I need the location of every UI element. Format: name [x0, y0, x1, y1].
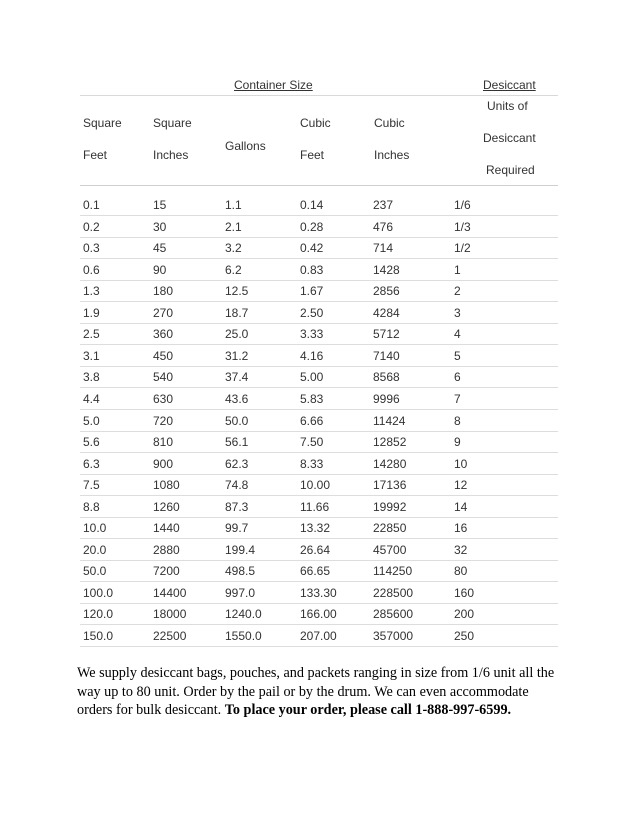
table-cell: 45700: [373, 542, 407, 557]
col-header-cubic-feet-line2: Feet: [300, 148, 325, 162]
table-row: [80, 431, 558, 453]
table-cell: 14280: [373, 456, 407, 471]
table-cell: 200: [454, 607, 475, 622]
table-cell: 87.3: [225, 499, 249, 514]
table-cell: 5712: [373, 327, 400, 342]
table-cell: 5.83: [300, 391, 324, 406]
table-cell: 10: [454, 456, 468, 471]
table-cell: 160: [454, 585, 475, 600]
desiccant-header: Desiccant: [483, 78, 536, 92]
table-cell: 150.0: [83, 629, 114, 643]
col-header-square-feet-line1: Square: [83, 116, 122, 130]
table-cell: 22850: [373, 521, 407, 536]
table-cell: 498.5: [225, 564, 256, 579]
table-cell: 270: [153, 305, 174, 320]
table-cell: 31.2: [225, 348, 249, 363]
table-row: [80, 259, 558, 281]
table-cell: 7.50: [300, 435, 324, 450]
table-row: [80, 625, 558, 647]
table-cell: 45: [153, 241, 167, 256]
table-cell: 1550.0: [225, 629, 262, 643]
table-cell: 1240.0: [225, 607, 262, 622]
table-cell: 1.1: [225, 198, 242, 212]
container-size-header: Container Size: [234, 78, 313, 92]
table-cell: 237: [373, 198, 394, 212]
table-cell: 720: [153, 413, 174, 428]
table-cell: 80: [454, 564, 468, 579]
table-cell: 900: [153, 456, 174, 471]
header-divider-top: [80, 95, 558, 96]
table-cell: 714: [373, 241, 394, 256]
table-cell: 99.7: [225, 521, 249, 536]
table-cell: 3.8: [83, 370, 100, 385]
table-row: [80, 496, 558, 518]
table-cell: 1440: [153, 521, 180, 536]
table-cell: 90: [153, 262, 167, 277]
table-cell: 25.0: [225, 327, 249, 342]
table-cell: 4.4: [83, 391, 100, 406]
table-cell: 6.66: [300, 413, 324, 428]
table-cell: 2.5: [83, 327, 100, 342]
table-cell: 11424: [373, 413, 406, 428]
table-cell: 540: [153, 370, 174, 385]
table-cell: 1.67: [300, 284, 324, 299]
table-row: [80, 474, 558, 496]
table-row: [80, 345, 558, 367]
table-cell: 8.33: [300, 456, 324, 471]
table-cell: 5.6: [83, 435, 100, 450]
table-cell: 3: [454, 305, 461, 320]
table-cell: 18000: [153, 607, 187, 622]
table-row: [80, 388, 558, 410]
table-cell: 1260: [153, 499, 180, 514]
table-cell: 50.0: [225, 413, 249, 428]
table-row: [80, 453, 558, 475]
table-cell: 0.2: [83, 219, 100, 234]
table-cell: 10.0: [83, 521, 107, 536]
table-row: [80, 366, 558, 388]
table-cell: 3.2: [225, 241, 242, 256]
table-cell: 120.0: [83, 607, 114, 622]
table-cell: 8: [454, 413, 461, 428]
order-info-text: We supply desiccant bags, pouches, and packets ranging in size from 1/6 unit all the way up to 80 unit. Order by the pail or by the drum. We can even accommodate orders for bulk desiccant.: [77, 665, 555, 718]
header-divider-bottom: [80, 185, 558, 186]
table-cell: 810: [153, 435, 174, 450]
table-cell: 285600: [373, 607, 414, 622]
table-row: [80, 539, 558, 561]
table-cell: 3.1: [83, 348, 100, 363]
table-cell: 0.1: [83, 198, 100, 212]
table-cell: 2: [454, 284, 461, 299]
table-cell: 16: [454, 521, 468, 536]
col-header-square-inches-line1: Square: [153, 116, 192, 130]
table-cell: 6.2: [225, 262, 242, 277]
table-cell: 100.0: [83, 585, 114, 600]
table-cell: 8568: [373, 370, 400, 385]
table-cell: 2.1: [225, 219, 242, 234]
table-cell: 1080: [153, 478, 180, 493]
table-cell: 43.6: [225, 391, 249, 406]
table-cell: 7.5: [83, 478, 100, 493]
table-cell: 0.3: [83, 241, 100, 256]
table-cell: 26.64: [300, 542, 331, 557]
table-cell: 6.3: [83, 456, 100, 471]
table-cell: 1428: [373, 262, 400, 277]
col-header-cubic-feet-line1: Cubic: [300, 116, 331, 130]
table-cell: 1: [454, 262, 461, 277]
table-cell: 0.42: [300, 241, 324, 256]
table-cell: 7: [454, 391, 461, 406]
table-cell: 22500: [153, 629, 187, 643]
table-cell: 4284: [373, 305, 400, 320]
table-cell: 0.28: [300, 219, 324, 234]
order-phone-text: To place your order, please call 1-888-997-6599.: [224, 702, 512, 718]
col-header-square-feet-line2: Feet: [83, 148, 108, 162]
col-header-units-line2: Desiccant: [483, 131, 536, 145]
table-cell: 133.30: [300, 585, 337, 600]
table-cell: 1/2: [454, 241, 471, 256]
col-header-units-line3: Required: [486, 163, 535, 177]
table-cell: 9: [454, 435, 461, 450]
table-cell: 12: [454, 478, 468, 493]
table-row: [80, 410, 558, 432]
table-cell: 20.0: [83, 542, 107, 557]
table-row: [80, 560, 558, 582]
table-cell: 18.7: [225, 305, 249, 320]
table-cell: 0.14: [300, 198, 324, 212]
col-header-gallons: Gallons: [225, 139, 266, 153]
table-cell: 12.5: [225, 284, 249, 299]
table-cell: 50.0: [83, 564, 107, 579]
table-row: [80, 216, 558, 238]
table-cell: 997.0: [225, 585, 256, 600]
table-cell: 37.4: [225, 370, 249, 385]
table-cell: 0.6: [83, 262, 100, 277]
table-row: [80, 280, 558, 302]
table-cell: 2.50: [300, 305, 324, 320]
table-cell: 250: [454, 629, 475, 643]
table-cell: 4: [454, 327, 461, 342]
table-cell: 2856: [373, 284, 400, 299]
order-info-paragraph: [77, 664, 563, 720]
table-cell: 10.00: [300, 478, 331, 493]
table-row: [80, 194, 558, 216]
table-cell: 13.32: [300, 521, 331, 536]
col-header-cubic-inches-line1: Cubic: [374, 116, 405, 130]
table-cell: 56.1: [225, 435, 249, 450]
table-cell: 199.4: [225, 542, 256, 557]
table-cell: 360: [153, 327, 174, 342]
table-cell: 180: [153, 284, 174, 299]
table-cell: 450: [153, 348, 174, 363]
table-cell: 0.83: [300, 262, 324, 277]
col-header-cubic-inches-line2: Inches: [374, 148, 410, 162]
table-cell: 228500: [373, 585, 414, 600]
table-cell: 14: [454, 499, 468, 514]
table-cell: 11.66: [300, 499, 330, 514]
table-cell: 357000: [373, 629, 414, 643]
table-cell: 1/6: [454, 198, 471, 212]
table-cell: 207.00: [300, 629, 337, 643]
col-header-square-inches-line2: Inches: [153, 148, 189, 162]
table-cell: 166.00: [300, 607, 337, 622]
table-row: [80, 603, 558, 625]
table-cell: 14400: [153, 585, 187, 600]
table-cell: 74.8: [225, 478, 249, 493]
table-cell: 6: [454, 370, 461, 385]
table-row: [80, 237, 558, 259]
table-row: [80, 323, 558, 345]
table-cell: 476: [373, 219, 394, 234]
table-cell: 7140: [373, 348, 400, 363]
table-cell: 7200: [153, 564, 180, 579]
table-cell: 32: [454, 542, 468, 557]
table-cell: 4.16: [300, 348, 324, 363]
table-cell: 17136: [373, 478, 407, 493]
table-cell: 66.65: [300, 564, 331, 579]
table-cell: 630: [153, 391, 174, 406]
table-cell: 114250: [373, 564, 413, 579]
table-cell: 30: [153, 219, 167, 234]
table-cell: 1.9: [83, 305, 100, 320]
table-cell: 8.8: [83, 499, 100, 514]
table-cell: 5: [454, 348, 461, 363]
table-row: [80, 582, 558, 604]
table-cell: 5.00: [300, 370, 324, 385]
table-row: [80, 302, 558, 324]
table-cell: 19992: [373, 499, 407, 514]
table-cell: 2880: [153, 542, 180, 557]
table-row: [80, 517, 558, 539]
table-cell: 9996: [373, 391, 400, 406]
table-cell: 62.3: [225, 456, 249, 471]
table-cell: 5.0: [83, 413, 100, 428]
col-header-units-line1: Units of: [487, 99, 528, 113]
table-cell: 3.33: [300, 327, 324, 342]
table-cell: 12852: [373, 435, 407, 450]
table-cell: 1.3: [83, 284, 100, 299]
table-cell: 1/3: [454, 219, 471, 234]
table-cell: 15: [153, 198, 167, 212]
